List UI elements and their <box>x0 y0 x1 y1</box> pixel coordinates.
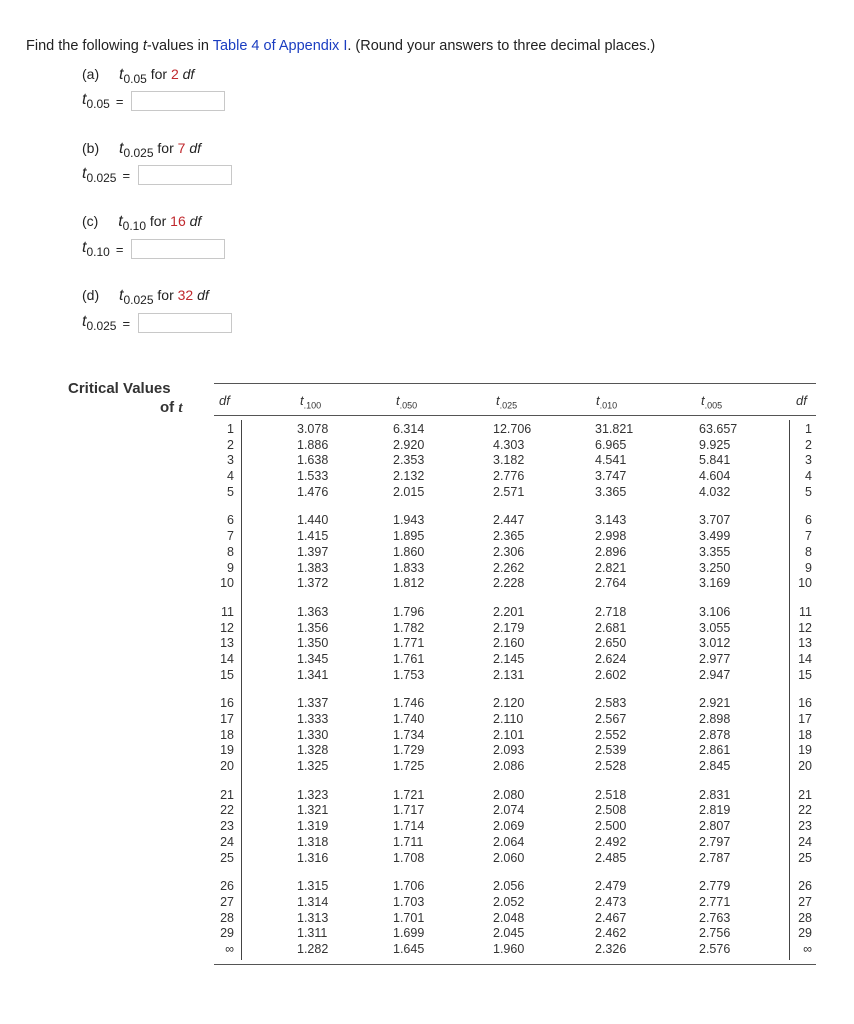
df-cell: 2 <box>227 437 234 452</box>
row-group-gap <box>493 592 531 605</box>
row-group-gap <box>790 866 812 879</box>
df-cell: 12 <box>220 620 234 635</box>
critical-value-cell: 2.101 <box>493 727 525 742</box>
critical-value-cell: 3.707 <box>699 513 731 528</box>
critical-value-cell: 2.831 <box>699 787 731 802</box>
df-cell: 19 <box>220 743 234 758</box>
df-cell: 16 <box>220 696 234 711</box>
critical-value-cell: 1.415 <box>297 529 329 544</box>
df-cell: 15 <box>220 667 234 682</box>
critical-value-cell: 1.316 <box>297 850 329 865</box>
critical-value-cell: 1.311 <box>297 926 328 941</box>
row-group-gap <box>212 500 234 513</box>
critical-value-cell: 1.721 <box>393 787 425 802</box>
df-cell: ∞ <box>803 941 812 956</box>
critical-value-cell: 2.571 <box>493 484 525 499</box>
critical-value-cell: 2.086 <box>493 759 525 774</box>
df-cell: 6 <box>227 513 234 528</box>
df-cell: ∞ <box>225 941 234 956</box>
critical-value-cell: 1.711 <box>393 834 424 849</box>
critical-value-cell: 2.845 <box>699 759 731 774</box>
df-cell: 15 <box>798 667 812 682</box>
critical-value-cell: 5.841 <box>699 453 731 468</box>
critical-value-cell: 2.048 <box>493 910 525 925</box>
critical-value-cell: 2.145 <box>493 651 525 666</box>
question-a: (a) $t_{0.05}$ for 2 df <box>82 66 195 86</box>
row-group-gap <box>493 500 531 513</box>
critical-value-cell: 1.796 <box>393 604 425 619</box>
critical-value-cell: 2.179 <box>493 620 525 635</box>
critical-value-cell: 2.776 <box>493 469 525 484</box>
critical-value-cell: 2.779 <box>699 879 731 894</box>
critical-value-cell: 2.681 <box>595 620 627 635</box>
critical-value-cell: 2.756 <box>699 926 731 941</box>
critical-value-cell: 2.131 <box>493 667 525 682</box>
critical-value-cell: 2.201 <box>493 604 525 619</box>
critical-value-cell: 3.055 <box>699 620 731 635</box>
table-subtitle: of t <box>160 399 183 416</box>
critical-value-cell: 3.182 <box>493 453 525 468</box>
critical-value-cell: 1.812 <box>393 576 425 591</box>
df-cell: 13 <box>798 636 812 651</box>
critical-value-cell: 3.012 <box>699 636 731 651</box>
critical-value-cell: 4.032 <box>699 484 731 499</box>
row-group-gap <box>297 866 328 879</box>
df-cell: 23 <box>220 819 234 834</box>
df-cell: 4 <box>805 469 812 484</box>
critical-value-cell: 1.313 <box>297 910 329 925</box>
critical-value-cell: 1.701 <box>393 910 425 925</box>
df-cell: 26 <box>798 879 812 894</box>
df-cell: 14 <box>220 651 234 666</box>
critical-value-cell: 1.895 <box>393 529 425 544</box>
critical-value-cell: 1.943 <box>393 513 425 528</box>
df-cell: 3 <box>227 453 234 468</box>
critical-value-cell: 1.729 <box>393 743 425 758</box>
critical-value-cell: 2.069 <box>493 819 525 834</box>
critical-value-cell: 1.638 <box>297 453 329 468</box>
row-group-gap <box>297 683 328 696</box>
critical-value-cell: 3.078 <box>297 422 329 436</box>
critical-value-cell: 1.753 <box>393 667 425 682</box>
critical-value-cell: 3.499 <box>699 529 731 544</box>
critical-value-cell: 2.060 <box>493 850 525 865</box>
critical-value-cell: 2.998 <box>595 529 627 544</box>
df-cell: 20 <box>220 759 234 774</box>
critical-value-cell: 1.319 <box>297 819 329 834</box>
table-top-rule <box>214 383 816 384</box>
row-group-gap <box>595 866 633 879</box>
t-value-symbol: $t_{0.10}$ <box>118 213 147 233</box>
df-cell: 9 <box>805 560 812 575</box>
critical-value-cell: 2.080 <box>493 787 525 802</box>
row-group-gap <box>699 592 737 605</box>
row-group-gap <box>699 866 737 879</box>
row-group-gap <box>790 683 812 696</box>
critical-value-cell: 1.734 <box>393 727 425 742</box>
critical-value-cell: 1.782 <box>393 620 425 635</box>
critical-value-cell: 3.365 <box>595 484 627 499</box>
critical-value-cell: 3.106 <box>699 604 731 619</box>
df-cell: 25 <box>220 850 234 865</box>
row-group-gap <box>393 866 424 879</box>
question-label: (d) <box>82 287 100 303</box>
critical-value-cell: 2.306 <box>493 544 525 559</box>
row-group-gap <box>393 500 424 513</box>
t025-column <box>493 422 531 958</box>
critical-value-cell: 2.797 <box>699 834 731 849</box>
df-cell: 11 <box>799 604 812 619</box>
critical-value-cell: 2.052 <box>493 894 525 909</box>
critical-value-cell: 1.363 <box>297 604 329 619</box>
critical-value-cell: 1.350 <box>297 636 329 651</box>
critical-value-cell: 63.657 <box>699 422 738 436</box>
critical-value-cell: 1.333 <box>297 712 329 726</box>
row-group-gap <box>212 683 234 696</box>
critical-value-cell: 1.397 <box>297 544 329 559</box>
critical-value-cell: 1.321 <box>297 803 329 818</box>
table-header-rule <box>214 415 816 416</box>
t-value-symbol: $t_{0.025}$ <box>119 287 154 307</box>
critical-value-cell: 1.960 <box>493 941 525 956</box>
df-cell: 10 <box>220 576 234 591</box>
df-cell: 18 <box>220 727 234 742</box>
critical-value-cell: 1.325 <box>297 759 329 774</box>
critical-value-cell: 1.476 <box>297 484 329 499</box>
df-cell: 9 <box>227 560 234 575</box>
df-cell: 20 <box>798 759 812 774</box>
critical-value-cell: 2.518 <box>595 787 627 802</box>
critical-value-cell: 2.539 <box>595 743 627 758</box>
df-cell: 17 <box>798 712 812 726</box>
critical-value-cell: 2.326 <box>595 941 627 956</box>
critical-value-cell: 2.819 <box>699 803 731 818</box>
df-cell: 7 <box>805 529 812 544</box>
critical-value-cell: 6.965 <box>595 437 627 452</box>
critical-value-cell: 2.365 <box>493 529 525 544</box>
critical-value-cell: 1.315 <box>297 879 329 894</box>
critical-value-cell: 1.345 <box>297 651 329 666</box>
df-number: 32 <box>177 287 194 303</box>
intro-text-after: . (Round your answers to three decimal places.) <box>347 38 656 54</box>
header-t005: $t_{.005}$ <box>701 393 723 411</box>
row-group-gap <box>699 775 737 788</box>
answer-input-d[interactable] <box>138 313 232 333</box>
critical-value-cell: 2.602 <box>595 667 627 682</box>
critical-value-cell: 1.328 <box>297 743 329 758</box>
critical-value-cell: 2.508 <box>595 803 627 818</box>
row-group-gap <box>212 775 234 788</box>
critical-value-cell: 2.160 <box>493 636 525 651</box>
critical-value-cell: 2.567 <box>595 712 627 726</box>
critical-value-cell: 1.341 <box>297 667 329 682</box>
row-group-gap <box>699 683 737 696</box>
critical-value-cell: 4.604 <box>699 469 731 484</box>
critical-value-cell: 1.383 <box>297 560 329 575</box>
critical-value-cell: 2.228 <box>493 576 525 591</box>
question-c: (c) $t_{0.10}$ for 16 df <box>82 213 202 233</box>
critical-value-cell: 3.169 <box>699 576 731 591</box>
df-cell: 5 <box>227 484 234 499</box>
critical-value-cell: 2.764 <box>595 576 627 591</box>
df-cell: 1 <box>805 422 812 436</box>
table-title: Critical Values <box>68 380 171 397</box>
header-df-right: df <box>796 393 807 408</box>
intro-text-middle: -values in <box>146 38 213 54</box>
question-b: (b) $t_{0.025}$ for 7 df <box>82 140 201 160</box>
critical-value-cell: 1.740 <box>393 712 425 726</box>
critical-value-cell: 1.337 <box>297 696 329 711</box>
df-cell: 2 <box>805 437 812 452</box>
df-cell: 27 <box>798 894 812 909</box>
df-cell: 11 <box>221 604 234 619</box>
row-group-gap <box>393 592 424 605</box>
critical-value-cell: 2.583 <box>595 696 627 711</box>
df-cell: 19 <box>798 743 812 758</box>
critical-value-cell: 1.330 <box>297 727 329 742</box>
critical-value-cell: 1.645 <box>393 941 425 956</box>
critical-value-cell: 2.576 <box>699 941 731 956</box>
t100-column <box>297 422 328 958</box>
question-d: (d) $t_{0.025}$ for 32 df <box>82 287 209 307</box>
df-cell: 4 <box>227 469 234 484</box>
critical-value-cell: 2.878 <box>699 727 731 742</box>
answer-input-b[interactable] <box>138 165 232 185</box>
header-t050: $t_{.050}$ <box>396 393 418 411</box>
critical-value-cell: 2.977 <box>699 651 731 666</box>
critical-value-cell: 3.747 <box>595 469 627 484</box>
row-group-gap <box>297 500 328 513</box>
row-group-gap <box>790 592 812 605</box>
row-group-gap <box>297 775 328 788</box>
critical-value-cell: 1.708 <box>393 850 425 865</box>
df-cell: 28 <box>220 910 234 925</box>
df-cell: 18 <box>798 727 812 742</box>
critical-value-cell: 2.064 <box>493 834 525 849</box>
critical-value-cell: 1.533 <box>297 469 329 484</box>
df-cell: 14 <box>798 651 812 666</box>
question-label: (a) <box>82 66 100 82</box>
critical-value-cell: 1.717 <box>393 803 425 818</box>
df-number: 16 <box>170 213 186 229</box>
row-group-gap <box>493 683 531 696</box>
answer-row-d: $t_{0.025}$ = <box>82 313 232 333</box>
critical-value-cell: 2.045 <box>493 926 525 941</box>
critical-value-cell: 2.110 <box>493 712 524 726</box>
critical-value-cell: 2.485 <box>595 850 627 865</box>
df-cell: 27 <box>220 894 234 909</box>
critical-value-cell: 1.771 <box>393 636 425 651</box>
df-cell: 29 <box>798 926 812 941</box>
df-cell: 16 <box>798 696 812 711</box>
critical-value-cell: 2.763 <box>699 910 731 925</box>
critical-value-cell: 1.833 <box>393 560 425 575</box>
row-group-gap <box>595 592 633 605</box>
critical-value-cell: 2.015 <box>393 484 425 499</box>
critical-value-cell: 2.552 <box>595 727 627 742</box>
critical-value-cell: 2.771 <box>699 894 731 909</box>
t-value-symbol: $t_{0.05}$ <box>119 66 147 86</box>
df-cell: 17 <box>220 712 234 726</box>
row-group-gap <box>699 500 737 513</box>
critical-value-cell: 1.761 <box>393 651 425 666</box>
df-cell: 5 <box>805 484 812 499</box>
df-cell: 7 <box>227 529 234 544</box>
critical-value-cell: 3.355 <box>699 544 731 559</box>
critical-value-cell: 1.714 <box>393 819 425 834</box>
critical-value-cell: 1.440 <box>297 513 329 528</box>
critical-value-cell: 2.787 <box>699 850 731 865</box>
critical-value-cell: 2.898 <box>699 712 731 726</box>
df-cell: 23 <box>798 819 812 834</box>
row-group-gap <box>595 683 633 696</box>
answer-row-a: $t_{0.05}$ = <box>82 91 225 111</box>
left-divider <box>241 420 242 960</box>
df-cell: 29 <box>220 926 234 941</box>
df-cell: 8 <box>805 544 812 559</box>
df-cell: 21 <box>220 787 234 802</box>
critical-value-cell: 2.920 <box>393 437 425 452</box>
critical-value-cell: 4.303 <box>493 437 525 452</box>
header-t025: $t_{.025}$ <box>496 393 518 411</box>
df-column-left <box>212 422 234 958</box>
answer-row-b: $t_{0.025}$ = <box>82 165 232 185</box>
question-label: (b) <box>82 140 100 156</box>
critical-value-cell: 3.250 <box>699 560 731 575</box>
critical-value-cell: 2.921 <box>699 696 731 711</box>
answer-row-c: $t_{0.10}$ = <box>82 239 225 259</box>
critical-value-cell: 2.447 <box>493 513 525 528</box>
critical-value-cell: 1.703 <box>393 894 425 909</box>
critical-value-cell: 2.479 <box>595 879 627 894</box>
row-group-gap <box>595 775 633 788</box>
intro-text: Find the following <box>26 38 143 54</box>
df-cell: 6 <box>805 513 812 528</box>
row-group-gap <box>393 775 424 788</box>
df-cell: 12 <box>798 620 812 635</box>
row-group-gap <box>212 866 234 879</box>
critical-value-cell: 2.132 <box>393 469 425 484</box>
critical-value-cell: 1.314 <box>297 894 329 909</box>
df-cell: 24 <box>798 834 812 849</box>
critical-value-cell: 2.353 <box>393 453 425 468</box>
critical-value-cell: 2.093 <box>493 743 525 758</box>
critical-value-cell: 2.821 <box>595 560 627 575</box>
critical-value-cell: 1.699 <box>393 926 425 941</box>
critical-value-cell: 4.541 <box>595 453 627 468</box>
critical-value-cell: 1.706 <box>393 879 425 894</box>
row-group-gap <box>212 592 234 605</box>
question-label: (c) <box>82 213 99 229</box>
critical-value-cell: 2.861 <box>699 743 731 758</box>
critical-value-cell: 6.314 <box>393 422 425 436</box>
critical-value-cell: 1.356 <box>297 620 329 635</box>
table-bottom-rule <box>214 964 816 965</box>
critical-value-cell: 2.074 <box>493 803 525 818</box>
critical-value-cell: 1.318 <box>297 834 329 849</box>
df-cell: 10 <box>798 576 812 591</box>
critical-value-cell: 2.718 <box>595 604 627 619</box>
critical-value-cell: 9.925 <box>699 437 731 452</box>
t-value-symbol: $t_{0.025}$ <box>119 140 154 160</box>
df-cell: 25 <box>798 850 812 865</box>
t005-column <box>699 422 737 958</box>
critical-value-cell: 2.473 <box>595 894 627 909</box>
t010-column <box>595 422 633 958</box>
df-number: 2 <box>170 66 179 82</box>
row-group-gap <box>493 866 531 879</box>
critical-value-cell: 1.282 <box>297 941 329 956</box>
critical-value-cell: 3.143 <box>595 513 627 528</box>
critical-value-cell: 2.528 <box>595 759 627 774</box>
critical-value-cell: 2.462 <box>595 926 627 941</box>
critical-value-cell: 2.120 <box>493 696 525 711</box>
df-cell: 3 <box>805 453 812 468</box>
critical-value-cell: 2.896 <box>595 544 627 559</box>
df-number: 7 <box>177 140 186 156</box>
df-cell: 22 <box>220 803 234 818</box>
df-cell: 8 <box>227 544 234 559</box>
critical-value-cell: 2.262 <box>493 560 525 575</box>
df-cell: 28 <box>798 910 812 925</box>
critical-value-cell: 12.706 <box>493 422 532 436</box>
critical-value-cell: 2.500 <box>595 819 627 834</box>
df-cell: 13 <box>220 636 234 651</box>
header-df-left: df <box>219 393 230 408</box>
row-group-gap <box>790 500 812 513</box>
critical-value-cell: 2.056 <box>493 879 525 894</box>
critical-value-cell: 1.725 <box>393 759 425 774</box>
table-link[interactable]: Table 4 of Appendix I <box>212 38 348 54</box>
df-cell: 21 <box>798 787 812 802</box>
critical-value-cell: 2.947 <box>699 667 731 682</box>
df-cell: 24 <box>220 834 234 849</box>
critical-value-cell: 1.860 <box>393 544 425 559</box>
critical-value-cell: 31.821 <box>595 422 634 436</box>
row-group-gap <box>393 683 424 696</box>
df-cell: 26 <box>220 879 234 894</box>
row-group-gap <box>493 775 531 788</box>
row-group-gap <box>790 775 812 788</box>
instructions <box>26 38 655 54</box>
row-group-gap <box>297 592 328 605</box>
t050-column <box>393 422 424 958</box>
row-group-gap <box>595 500 633 513</box>
df-cell: 22 <box>798 803 812 818</box>
t-symbol: t <box>142 38 147 54</box>
answer-input-a[interactable] <box>131 91 225 111</box>
answer-input-c[interactable] <box>131 239 225 259</box>
df-column-right <box>790 422 812 958</box>
critical-value-cell: 2.467 <box>595 910 627 925</box>
header-t010: $t_{.010}$ <box>596 393 618 411</box>
critical-value-cell: 2.492 <box>595 834 627 849</box>
critical-value-cell: 2.650 <box>595 636 627 651</box>
header-t100: $t_{.100}$ <box>300 393 322 411</box>
df-cell: 1 <box>227 422 234 436</box>
critical-value-cell: 1.746 <box>393 696 425 711</box>
critical-value-cell: 1.323 <box>297 787 329 802</box>
critical-value-cell: 1.886 <box>297 437 329 452</box>
critical-value-cell: 2.807 <box>699 819 731 834</box>
critical-value-cell: 1.372 <box>297 576 329 591</box>
critical-value-cell: 2.624 <box>595 651 627 666</box>
